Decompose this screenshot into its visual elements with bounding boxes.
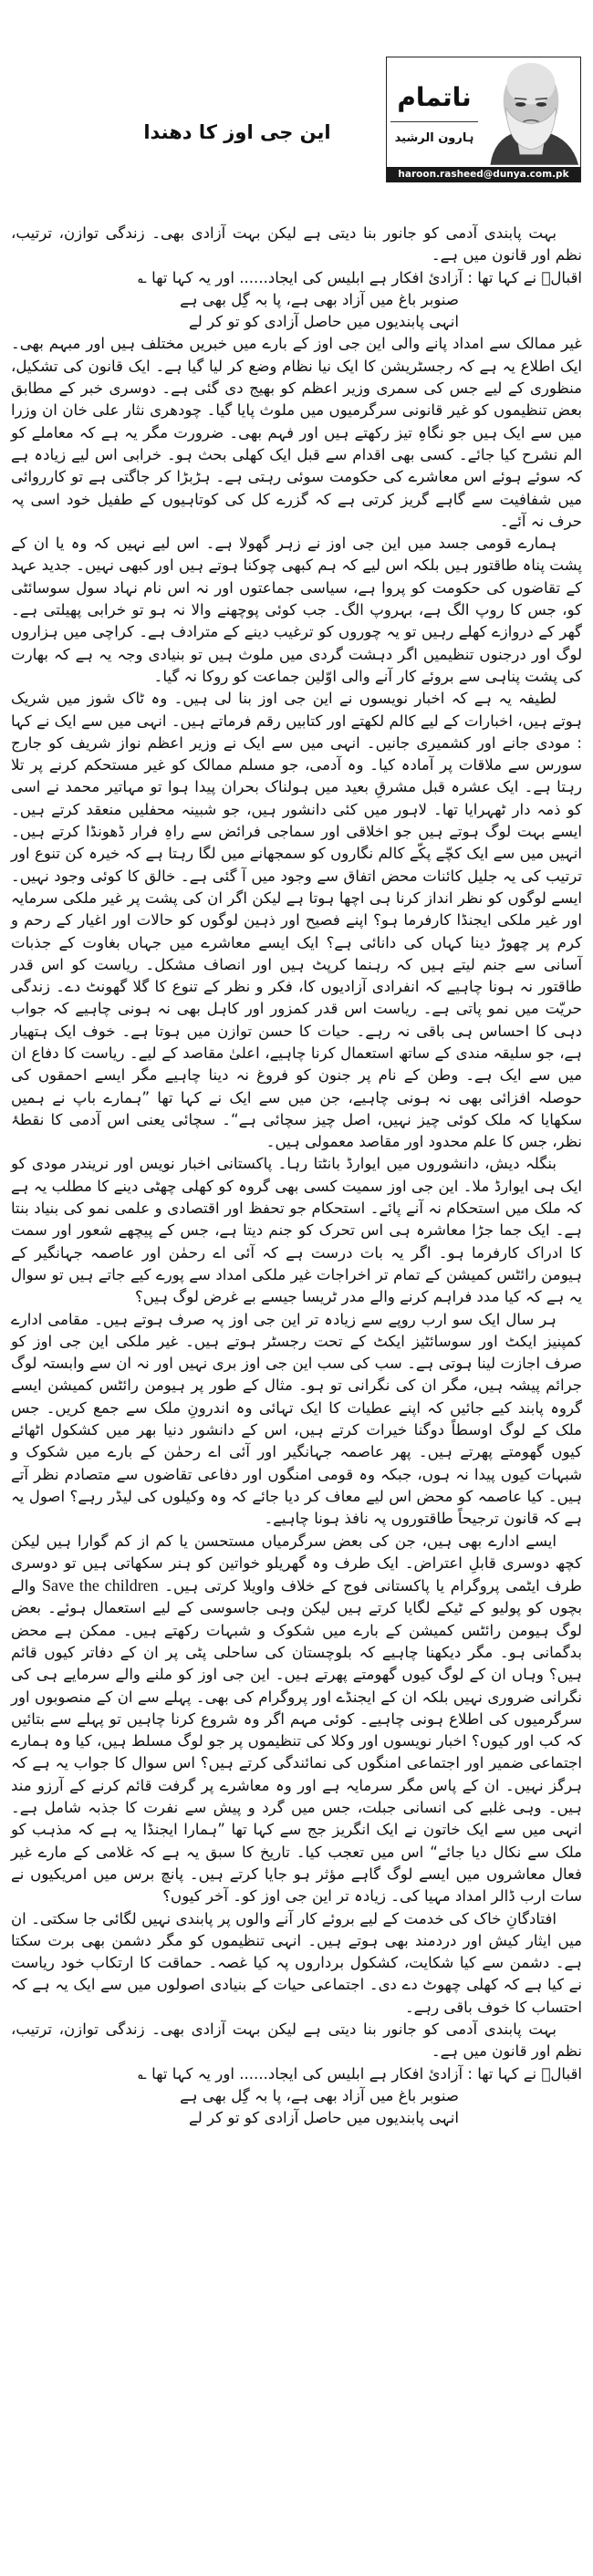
paragraph: بہت پابندی آدمی کو جانور بنا دیتی ہے لیکن بہت آزادی بھی۔ زندگی توازن، ترتیب، نظم اور قانون میں ہے۔ (11, 224, 582, 265)
verse-line: انہی پابندیوں میں حاصل آزادی کو تو کر لے (189, 313, 459, 331)
verse-line: صنوبر باغ میں آزاد بھی ہے، پا بہ گِل بھی ہے (180, 290, 459, 308)
paragraph: ہر سال ایک سو ارب روپے سے زیادہ تر این جی اوز پہ صرف ہوتے ہیں۔ مقامی ادارے کمپنیز ایکٹ اور سوسائٹیز ایکٹ کے تحت رجسٹر ہوتے ہیں۔ غیر ملکی این جی اوز کو صرف اجازت لینا ہوتی ہے۔ سب کی سب این جی اوز بری نہیں اور نہ ان سے وابستہ لوگ جرائم پیشہ ہیں، مگر ان کی نگرانی تو ہو۔ مثال کے طور پر ہیومن رائٹس کمیشن ایسے گروہ پابند کیے جائیں کہ اپنے عطیات کا ایک تہائی وہ اندرونِ ملک سے جمع کریں۔ جس ملک کے لوگ اوسطاً دوگنا خیرات کرتے ہیں، اس کے دانشور دنیا بھر میں کشکول اٹھائے کیوں گھومتے پھرتے ہیں۔ پھر عاصمہ جہانگیر اور آئی اے رحمٰن کے بارے میں شکوک و شبہات کیوں پیدا نہ ہوں، جبکہ وہ قومی امنگوں اور دفاعی تقاضوں سے متصادم نظر آتے ہیں۔ کیا عاصمہ کو محض اس لیے معاف کر دیا جائے کہ وہ وکیلوں کی لیڈر رہے؟ اصول یہ ہے کہ قانون ترجیحاً طاقتوروں پہ نافذ ہونا چاہیے۔ (11, 1310, 582, 1528)
paragraph: غیر ممالک سے امداد پانے والی این جی اوز کے بارے میں خبریں مختلف ہیں اور مبہم بھی۔ ایک اطلاع یہ ہے کہ رجسٹریشن کا ایک نیا نظام وضع کر لیا گیا ہے۔ ایک قانون کی تشکیل، منظوری کے لیے جس کی سمری وزیر اعظم کو بھیج دی گئی ہے۔ دوسری خبر کے مطابق بعض تنظیموں کو غیر قانونی سرگرمیوں میں ملوث پایا گیا۔ چودھری نثار علی خان ان وزرا میں سے ایک ہیں جو نگاہِ تیز رکھتے ہیں اور فہم بھی۔ ضرورت مگر یہ ہے کہ معاملے کو الم نشرح کیا جائے۔ کسی بھی اقدام سے قبل ایک کھلی بحث ہو۔ خرابی اس لیے زیادہ ہے کہ سوئے ہوئے اس معاشرے کی حکومت سوئی رہتی ہے۔ ہڑبڑا کر جاگتی ہے تو کارروائی میں شفافیت سے گاہے گریز کرتی ہے کہ گزرے کل کی کوتاہیوں کے طفیل خود اسی پہ حرف نہ آئے۔ (11, 335, 582, 530)
author-name: ہارون الرشید (390, 129, 478, 149)
paragraph: لطیفہ یہ ہے کہ اخبار نویسوں نے این جی اوز بنا لی ہیں۔ وہ ٹاک شوز میں شریک ہوتے ہیں، اخبارات کے لیے کالم لکھتے اور کتابیں رقم فرماتے ہیں۔ انہی میں سے ایک نے کہا : مودی جانے اور کشمیری جانیں۔ انہی میں سے ایک نے وزیر اعظم نواز شریف کو جارج سورس سے ملاقات پر آمادہ کیا۔ وہ آدمی، جو مسلم ممالک کو غیر مستحکم کرنے پر تلا رہتا ہے۔ ایک عشرہ قبل مشرقِ بعید میں ہولناک بحران پیدا ہوا تو مہاتیر محمد نے اسی کو ذمہ دار ٹھہرایا تھا۔ لاہور میں کئی دانشور ہیں، جو شبینہ محفلیں منعقد کرتے ہیں۔ ایسے بہت لوگ ہوتے ہیں جو اخلاقی اور سماجی فرائض سے راہِ فرار ڈھونڈا کرتے ہیں۔ انہیں میں سے ایک کچّے پکّے کالم نگاروں کو سمجھانے میں لگا رہتا ہے کہ خیرہ کن تنوع اور ترتیب کی یہ جلیل کائنات محض اتفاق سے وجود میں آ گئی ہے۔ خالق کا کوئی وجود نہیں۔ ایسے لوگوں کو نظر انداز کرنا ہی اچھا ہوتا ہے لیکن اگر ان کی پشت پر غیر ملکی سرمایہ اور غیر ملکی ایجنڈا کارفرما ہو؟ اپنے فصیح اور ذہین لوگوں کو حالات اور اغیار کے رحم و کرم پر چھوڑ دینا کہاں کی دانائی ہے؟ ایک ایسے معاشرے میں جہاں بغاوت کے جذبات آسانی سے جنم لیتے ہیں کہ رہنما کرپٹ ہیں اور انصاف مشکل۔ ریاست کو اس قدر طاقتور نہ ہونا چاہیے کہ انفرادی آزادیوں کا، فکر و نظر کے تنوع کا گلا گھونٹ دے۔ زندگی حریّت میں نمو پاتی ہے۔ ریاست اس قدر کمزور اور کاہل بھی نہ ہونی چاہیے کہ جواب دہی کا احساس ہی باقی نہ رہے۔ حیات کا حسن توازن میں ہوتا ہے۔ خوف ایک ہتھیار ہے، جو سلیقہ مندی کے ساتھ استعمال کرنا چاہیے، اعلیٰ مقاصد کے لیے۔ ریاست کا دفاع ان میں سے ایک ہے۔ وطن کے نام پر جنون کو فروغ نہ دینا چاہیے مگر ایسے احمقوں کی حوصلہ افزائی بھی نہ ہونی چاہیے، جن میں سے ایک نے کہا تھا ”ہمارے باپ نے ہمیں سکھایا کہ ملک کوئی چیز نہیں، اصل چیز سچائی ہے“۔ سچائی یعنی اس آدمی کا نقطۂ نظر، جس کا علم محدود اور مقاصد معمولی ہیں۔ (11, 690, 582, 1151)
verse-line: صنوبر باغ میں آزاد بھی ہے، پا بہ گِل بھی ہے (180, 2086, 459, 2104)
iqbal-quote-line: اقبالؔ نے کہا تھا : آزادیٔ افکار ہے ابلیس کی ایجاد...... اور یہ کہا تھا ؎ (138, 2064, 582, 2083)
closing-paragraph: بہت پابندی آدمی کو جانور بنا دیتی ہے لیکن بہت آزادی بھی۔ زندگی توازن، ترتیب، نظم اور قانون میں ہے۔ (11, 2020, 582, 2061)
article-body (11, 223, 582, 2130)
divider (390, 121, 478, 122)
iqbal-quote-line: اقبالؔ نے کہا تھا : آزادیٔ افکار ہے ابلیس کی ایجاد...... اور یہ کہا تھا ؎ (138, 268, 582, 286)
paragraph-text: والے بچوں کو پولیو کے ٹیکے لگایا کرتے ہیں لیکن وہی جاسوسی کے لیے استعمال ہوئے۔ بعض لوگ ہیومن رائٹس کمیشن کے بارے میں شکوک و شبہات رکھتے ہیں۔ ممکن ہے محض بدگمانی ہو۔ مگر دیکھنا چاہیے کہ بلوچستان کی ساحلی پٹی پر ان کے دفاتر کیوں قائم ہیں؟ وہاں ان کے لوگ کیوں گھومتے پھرتے ہیں۔ این جی اوز کو ملنے والے سرمایے ہی کی نگرانی ضروری نہیں بلکہ ان کے ایجنڈے اور پروگرام کی بھی۔ پہلے سے ان کے منصوبوں اور سرگرمیوں کی اطلاع ہونی چاہیے۔ کوئی مہم اگر وہ شروع کرنا چاہیں تو پہلے سے بتائیں کہ کب اور کیوں؟ اخبار نویسوں اور وکلا کی تنظیموں پر جو لوگ مسلط ہیں، کیا وہ ہمارے اجتماعی ضمیر اور اجتماعی امنگوں کی نمائندگی کرتے ہیں؟ اس سوال کا جواب یہ ہے کہ ہرگز نہیں۔ ان کے پاس مگر سرمایہ ہے اور وہ معاشرے پر گرفت قائم کرنے کے آرزو مند ہیں۔ وہی غلبے کی انسانی جبلت، جس میں گرد و پیش سے نفرت کا جذبہ شامل ہے۔ انہی میں سے ایک خاتون نے ایک انگریز جج سے کہا تھا ”ہمارا ایجنڈا یہ ہے کہ مذہب کو ملک سے نکال دیا جائے“ اس میں تعجب کیا۔ تاریخ کا سبق یہ ہے کہ غلامی کے مارے غیر فعال معاشروں میں ایسے لوگ گاہے مؤثر ہو جایا کرتے ہیں۔ پانچ برس میں امریکیوں نے سات ارب ڈالر امداد مہیا کی۔ زیادہ تر این جی اوز کو۔ آخر کیوں؟ (11, 1577, 582, 1906)
paragraph-text: ایسے ادارے بھی ہیں، جن کی بعض سرگرمیاں مستحسن یا کم از کم گوارا ہیں لیکن کچھ دوسری قابلِ اعتراض۔ ایک طرف وہ گھریلو خواتین کو ہنر سکھاتی ہیں تو دوسری طرف ایٹمی پروگرام یا پاکستانی فوج کے خلاف واویلا کرتی ہیں۔ (11, 1532, 582, 1595)
organization-name: Save the children (42, 1576, 159, 1595)
column-header (386, 57, 581, 182)
paragraph: افتادگانِ خاک کی خدمت کے لیے بروئے کار آنے والوں پر پابندی نہیں لگائی جا سکتی۔ ان میں ایثار کیش اور دردمند بھی ہوتے ہیں۔ انہی تنظیموں کو مگر دشمن بھی برت سکتا ہے۔ دشمن سے کیا شکایت، کشکول برداروں پہ کیا غصہ۔ حماقت کا ارتکاب خود ریاست نے کیا ہے کہ کھلی چھوٹ دے دی۔ اجتماعی حیات کے بنیادی اصولوں میں سے ایک یہ ہے کہ احتساب کا خوف باقی رہے۔ (11, 1909, 582, 2016)
column-name: ناتمام (390, 81, 478, 114)
paragraph: بنگلہ دیش، دانشوروں میں ایوارڈ بانٹتا رہا۔ پاکستانی اخبار نویس اور نریندر مودی کو ایک ہی ایوارڈ ملا۔ این جی اوز سمیت کسی بھی گروہ کو کھلی چھٹی دینے کا مطلب یہ ہے کہ ملک میں استحکام نہ آنے پائے۔ استحکام جو تحفظ اور اقتصادی و علمی نمو کی بنیاد بنتا ہے۔ ایک جما جڑا معاشرہ ہی اس تحرک کو جنم دیتا ہے، جس کے پیچھے شعور اور سمت کا ادراک کارفرما ہو۔ اگر یہ بات درست ہے کہ آئی اے رحمٰن اور عاصمہ جہانگیر کے ہیومن رائٹس کمیشن کے تمام تر اخراجات غیر ملکی امداد سے پورے کیے جاتے ہیں تو سوال یہ ہے کہ کیا مدد فراہم کرنے والے مدر ٹریسا جیسے بے غرض لوگ ہیں؟ (11, 1155, 582, 1306)
article-title: این جی اوز کا دھندا (143, 121, 331, 143)
author-email[interactable]: haroon.rasheed@dunya.com.pk (387, 167, 580, 182)
author-portrait (482, 57, 580, 167)
verse-line: انہی پابندیوں میں حاصل آزادی کو تو کر لے (189, 2109, 459, 2127)
paragraph: ہمارے قومی جسد میں این جی اوز نے زہر گھولا ہے۔ اس لیے نہیں کہ وہ یا ان کے پشت پناہ طاقتور ہیں بلکہ اس لیے کہ ہم کبھی چوکنا ہوتے ہیں اور کبھی نہیں۔ جدید عہد کے تقاضوں کی حکومت کو پروا ہے، سیاسی جماعتوں اور نہ اس نام نہاد سول سوسائٹی کو، جس کا روپ الگ ہے، بہروپ الگ۔ جب کوئی پوچھنے والا نہ ہو تو خرابی پھیلتی ہے۔ گھر کے دروازے کھلے رہیں تو یہ چوروں کو ترغیب دینے کے مترادف ہے۔ کراچی میں ہزاروں لوگ اور درجنوں تنظیمیں اگر دہشت گردی میں ملوث ہیں تو بنیادی وجہ یہ ہے کہ بھارت کی پشت پناہی سے بروئے کار آنے والی اوّلین جماعت کو روکا نہ گیا۔ (11, 535, 582, 685)
paragraph (11, 1531, 582, 1908)
